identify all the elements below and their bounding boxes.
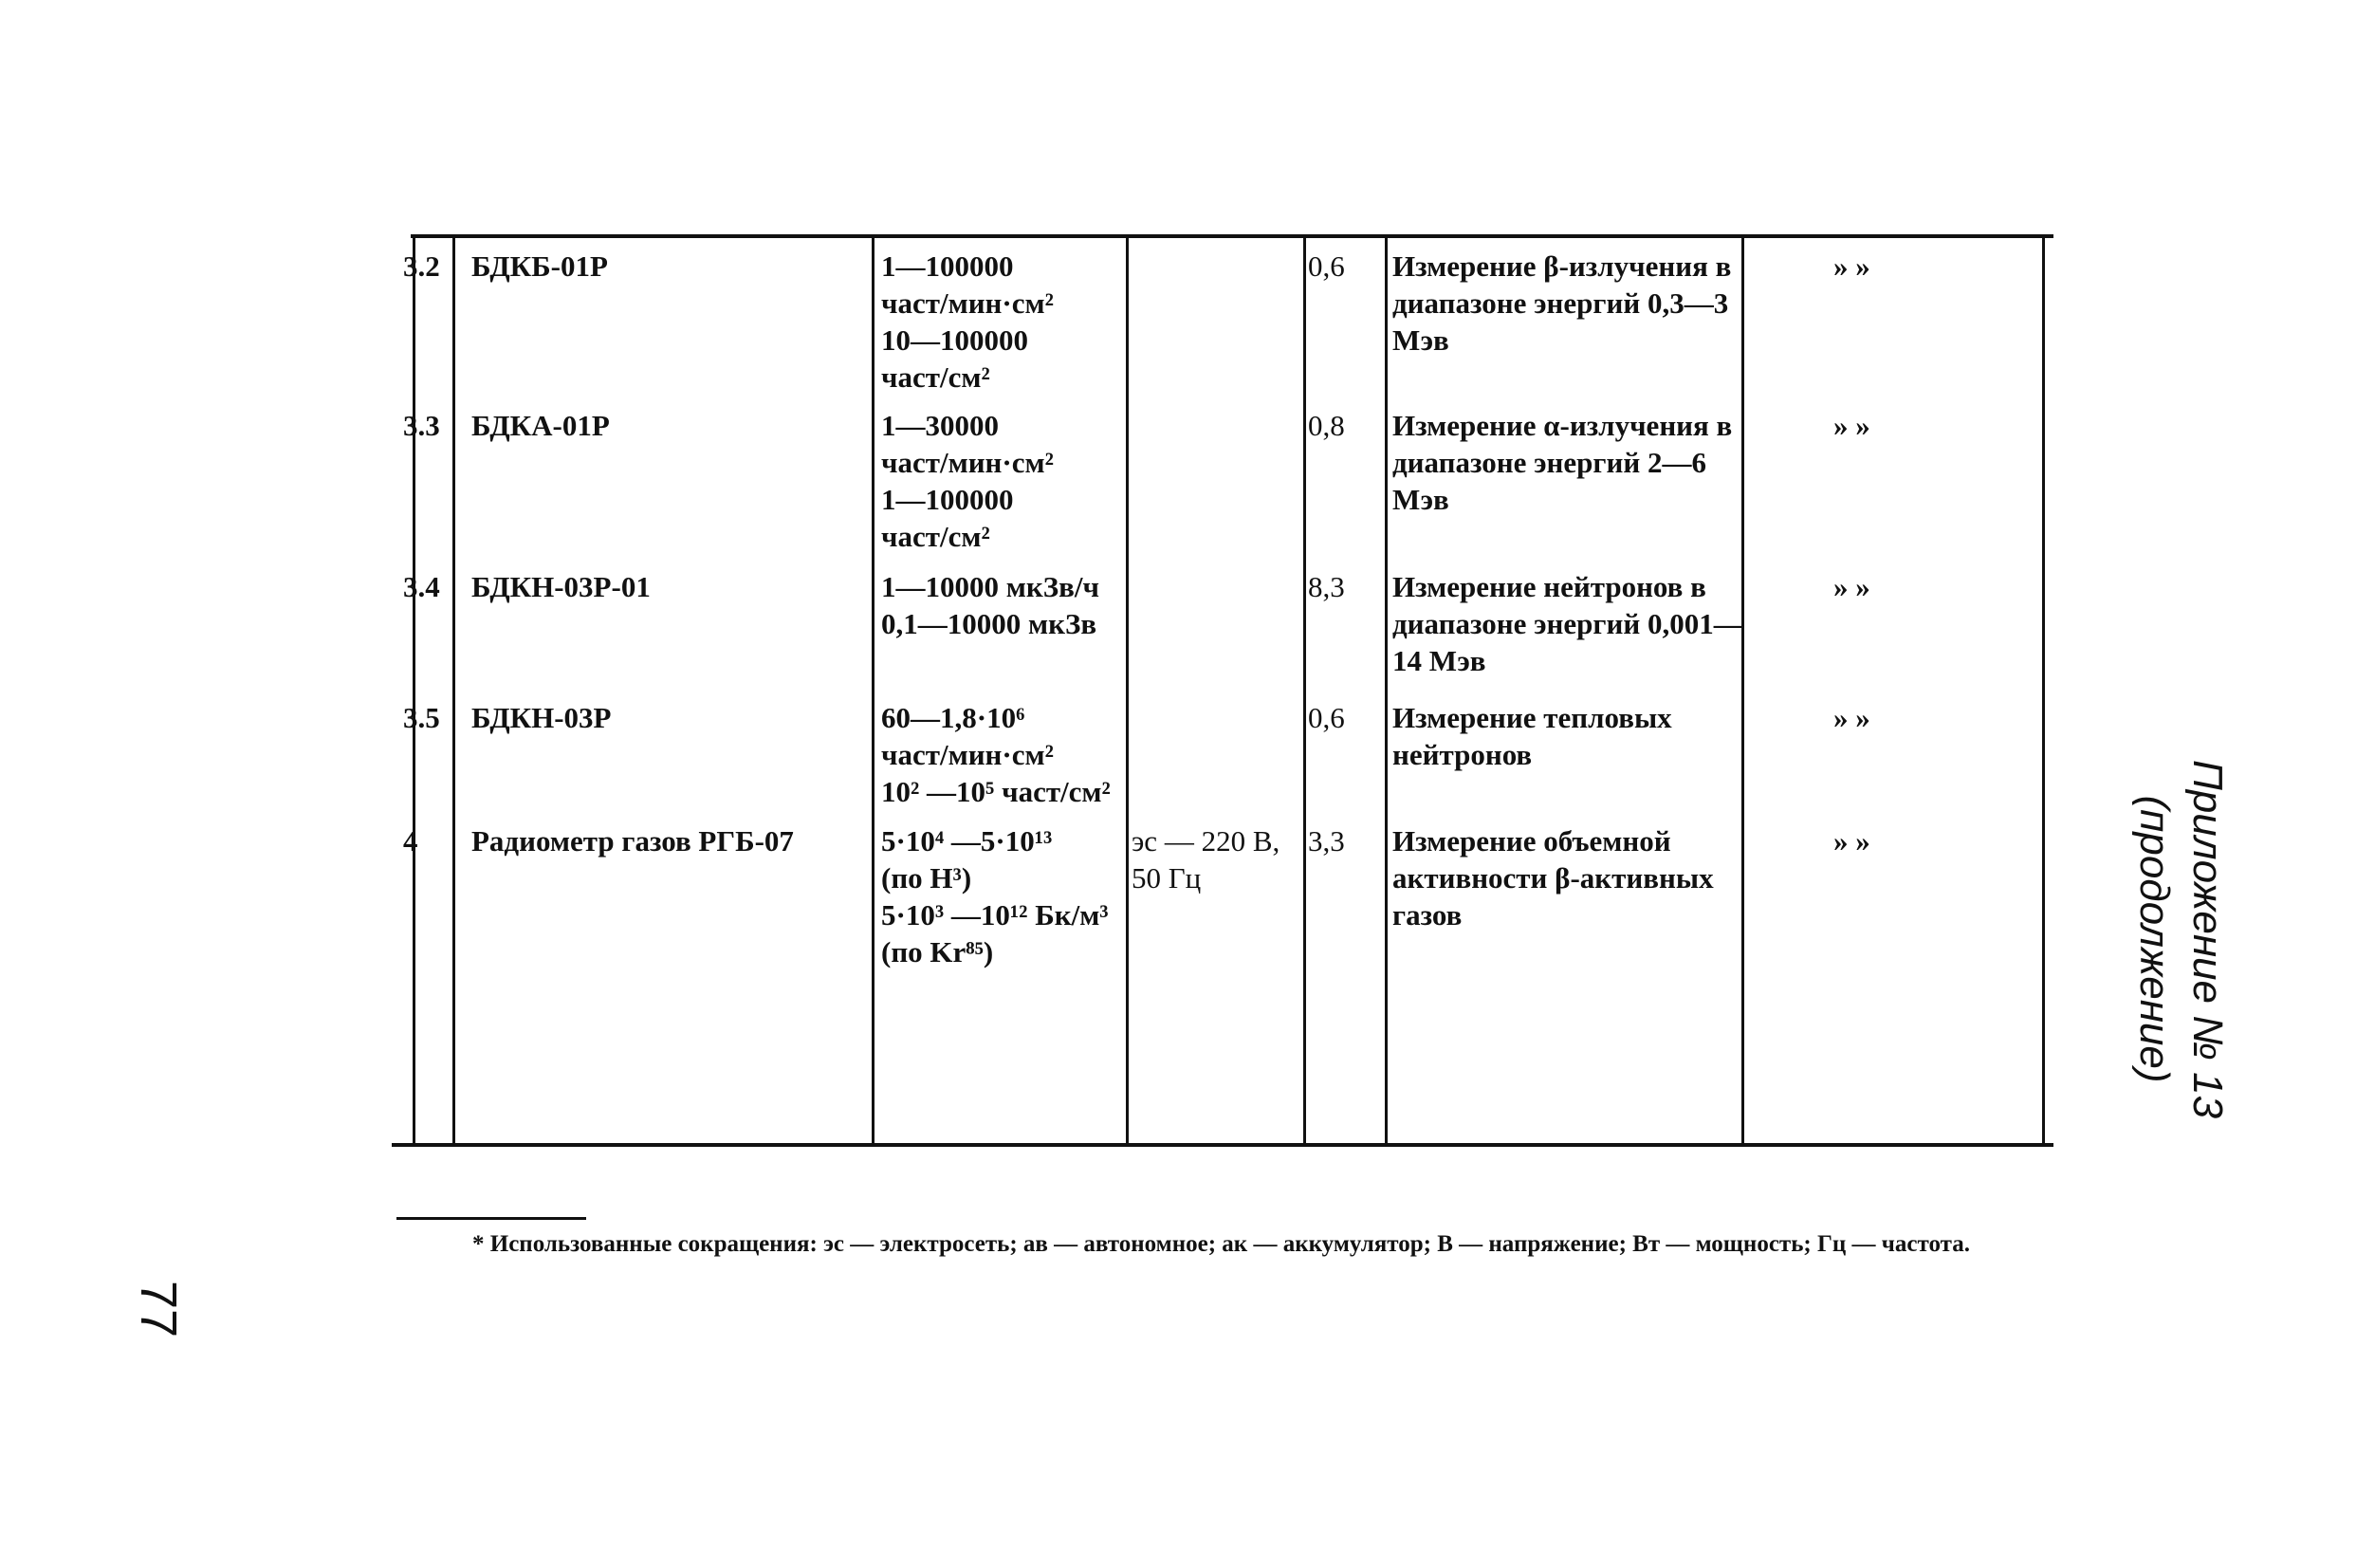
purpose-text: Измерение α-излучения в диапазоне энергий 2—6 Мэв xyxy=(1392,409,1733,516)
mass-value: 0,6 xyxy=(1308,249,1345,283)
purpose-text: Измерение нейтронов в диапазоне энергий 0,001—14 Мэв xyxy=(1392,570,1743,677)
measurement-range: 60—1,8·10⁶ част/мин·см² 10² —10⁵ част/см² xyxy=(881,701,1111,808)
device-name: БДКН-03Р xyxy=(471,701,612,734)
purpose-text: Измерение тепловых нейтронов xyxy=(1392,701,1672,771)
purpose-text: Измерение β-излучения в диапазоне энергий 0,3—3 Мэв xyxy=(1392,249,1732,357)
table-column-divider xyxy=(1741,234,1744,1147)
footnote-abbreviations: * Использованные сокращения: эс — электросеть; ав — автономное; ак — аккумулятор; В — напряжение; Вт — мощность; Гц — частота. xyxy=(472,1231,1970,1257)
table-column-divider xyxy=(413,234,415,1147)
table-bottom-border xyxy=(392,1143,2053,1147)
row-number: 3.5 xyxy=(403,701,440,734)
row-number: 3.2 xyxy=(403,249,440,283)
appendix-heading xyxy=(2127,760,2234,1118)
power-supply: эс — 220 В, 50 Гц xyxy=(1132,824,1280,895)
mass-value: 8,3 xyxy=(1308,570,1345,603)
table-top-border xyxy=(411,234,2053,238)
table-column-divider xyxy=(1303,234,1306,1147)
table-column-divider xyxy=(452,234,455,1147)
ditto-mark: » » xyxy=(1833,570,1870,603)
mass-value: 0,8 xyxy=(1308,409,1345,442)
ditto-mark: » » xyxy=(1833,701,1870,734)
measurement-range: 5·10⁴ —5·10¹³ (по H³) 5·10³ —10¹² Бк/м³ (по Kr⁸⁵) xyxy=(881,824,1109,968)
measurement-range: 1—100000 част/мин·см² 10—100000 част/см² xyxy=(881,249,1054,394)
table-column-divider xyxy=(1385,234,1388,1147)
purpose-text: Измерение объемной активности β-активных газов xyxy=(1392,824,1714,932)
row-number: 3.3 xyxy=(403,409,440,442)
ditto-mark: » » xyxy=(1833,824,1870,858)
table-column-divider xyxy=(2042,234,2045,1147)
mass-value: 0,6 xyxy=(1308,701,1345,734)
appendix-subtitle: (продолжение) xyxy=(2131,795,2178,1083)
ditto-mark: » » xyxy=(1833,249,1870,283)
device-name: БДКБ-01Р xyxy=(471,249,608,283)
mass-value: 3,3 xyxy=(1308,824,1345,858)
ditto-mark: » » xyxy=(1833,409,1870,442)
measurement-range: 1—30000 част/мин·см² 1—100000 част/см² xyxy=(881,409,1054,553)
page-number: 77 xyxy=(130,1281,187,1338)
device-name: БДКА-01Р xyxy=(471,409,610,442)
table-column-divider xyxy=(872,234,875,1147)
device-name: Радиометр газов РГБ-07 xyxy=(471,824,794,858)
device-name: БДКН-03Р-01 xyxy=(471,570,651,603)
footnote-separator xyxy=(396,1217,586,1220)
row-number: 3.4 xyxy=(403,570,440,603)
appendix-title: Приложение № 13 xyxy=(2184,759,2231,1119)
row-number: 4 xyxy=(403,824,418,858)
data-table xyxy=(392,234,2053,1149)
measurement-range: 1—10000 мкЗв/ч 0,1—10000 мкЗв xyxy=(881,570,1099,640)
